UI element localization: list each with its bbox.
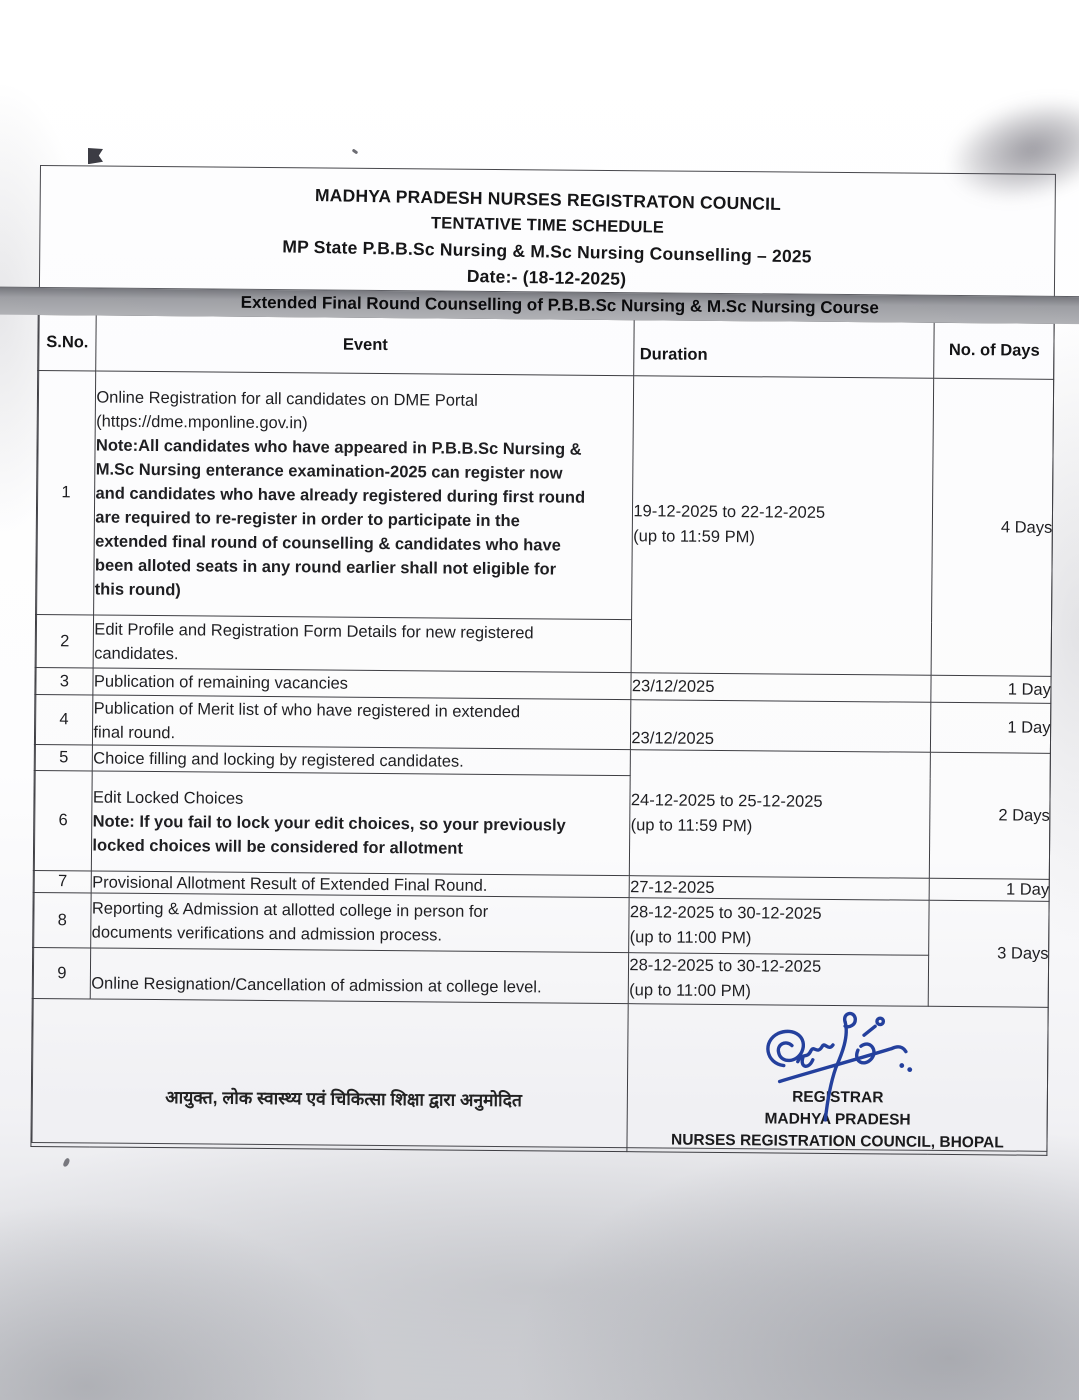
event-6-note: Note: If you fail to lock your edit choices, so your previously locked choices will be considered for allotment	[92, 811, 566, 858]
cell-sno-9: 9	[33, 947, 91, 999]
event-1-intro: Online Registration for all candidates on DME Portal (https://dme.mponline.gov.in)	[96, 388, 478, 432]
cell-duration-7: 27-12-2025	[630, 876, 930, 901]
table-footer-row	[31, 998, 1048, 1155]
cell-sno-4: 4	[35, 694, 93, 745]
cell-sno-3: 3	[35, 667, 93, 695]
document-frame	[31, 165, 1055, 1152]
doc-title-line2: TENTATIVE TIME SCHEDULE	[430, 214, 665, 237]
cell-duration-8: 28-12-2025 to 30-12-2025 (up to 11:00 PM)	[629, 898, 929, 956]
registrar-title-lines: REGISTRAR MADHYA PRADESH NURSES REGISTRATION COUNCIL, BHOPAL	[671, 1088, 1004, 1151]
cell-days-3: 1 Day	[931, 675, 1051, 703]
footer-approval-note: आयुक्त, लोक स्वास्थ्य एवं चिकित्सा शिक्षा द्वारा अनुमोदित	[165, 1086, 522, 1110]
cell-duration-3: 23/12/2025	[631, 673, 931, 703]
cell-sno-2: 2	[36, 614, 94, 668]
doc-title-line1: MADHYA PRADESH NURSES REGISTRATON COUNCIL	[314, 184, 782, 214]
table-row	[33, 947, 1049, 1007]
cell-sno-8: 8	[33, 892, 91, 948]
doc-title-line4: Date:- (18-12-2025)	[466, 265, 627, 289]
cell-event-9: Online Resignation/Cancellation of admission at college level.	[91, 948, 629, 1004]
schedule-table	[31, 314, 1055, 1156]
cell-event-7: Provisional Allotment Result of Extended Final Round.	[92, 871, 630, 898]
schedule-banner: Extended Final Round Counselling of P.B.B.Sc Nursing & M.Sc Nursing Course	[0, 287, 1079, 325]
registrar-signature	[749, 1007, 920, 1126]
footer-signature-cell	[627, 1004, 1048, 1156]
header-sno: S.No.	[38, 314, 96, 371]
table-row	[36, 370, 1054, 623]
cell-days-1-2: 4 Days	[931, 378, 1054, 676]
header-duration: Duration	[634, 320, 934, 379]
cell-sno-6: 6	[34, 770, 93, 871]
table-row	[33, 892, 1049, 956]
event-1-note: Note:All candidates who have appeared in P.B.B.Sc Nursing & M.Sc Nursing enterance examination-2025 can register now and candidates who have already registered during first round are required to re-register in order to participate in the extended final round of counselling & candidates who have been alloted seats in any round earlier shall not eligible for this round)	[94, 435, 586, 599]
doc-title-line3: MP State P.B.B.Sc Nursing & M.Sc Nursing Counselling – 2025	[282, 236, 812, 267]
cell-event-4: Publication of Merit list of who have registered in extended final round.	[93, 695, 631, 750]
event-6-title: Edit Locked Choices	[92, 787, 244, 808]
header-event: Event	[96, 315, 634, 376]
cell-event-1	[94, 371, 634, 620]
cell-sno-7: 7	[34, 870, 92, 893]
cell-days-4: 1 Day	[931, 702, 1051, 753]
cell-days-7: 1 Day	[930, 878, 1050, 901]
cell-duration-5-6: 24-12-2025 to 25-12-2025 (up to 11:59 PM)	[630, 750, 931, 879]
document-title-block	[39, 161, 1055, 300]
speck-icon	[352, 149, 359, 155]
cell-duration-4: 23/12/2025	[631, 700, 931, 753]
cell-event-8: Reporting & Admission at allotted college in person for documents verifications and admission process.	[91, 893, 629, 953]
cell-sno-5: 5	[35, 744, 93, 771]
cell-days-8-9: 3 Days	[929, 900, 1050, 1007]
cell-event-2: Edit Profile and Registration Form Details for new registered candidates.	[94, 615, 632, 673]
table-row	[35, 694, 1051, 753]
comma-mark-icon	[62, 1157, 70, 1167]
cell-duration-9: 28-12-2025 to 30-12-2025 (up to 11:00 PM)	[629, 953, 929, 1007]
cell-days-5-6: 2 Days	[930, 752, 1051, 879]
cell-event-6	[92, 771, 631, 876]
flag-mark-icon	[88, 148, 103, 164]
header-days: No. of Days	[934, 322, 1054, 379]
table-header-row	[38, 314, 1054, 379]
cell-event-5: Choice filling and locking by registered candidates.	[93, 745, 631, 776]
cell-duration-1-2: 19-12-2025 to 22-12-2025 (up to 11:59 PM)	[631, 376, 934, 676]
cell-event-3: Publication of remaining vacancies	[93, 668, 631, 700]
footer-approval-cell	[31, 998, 628, 1151]
cell-sno-1: 1	[36, 370, 96, 614]
